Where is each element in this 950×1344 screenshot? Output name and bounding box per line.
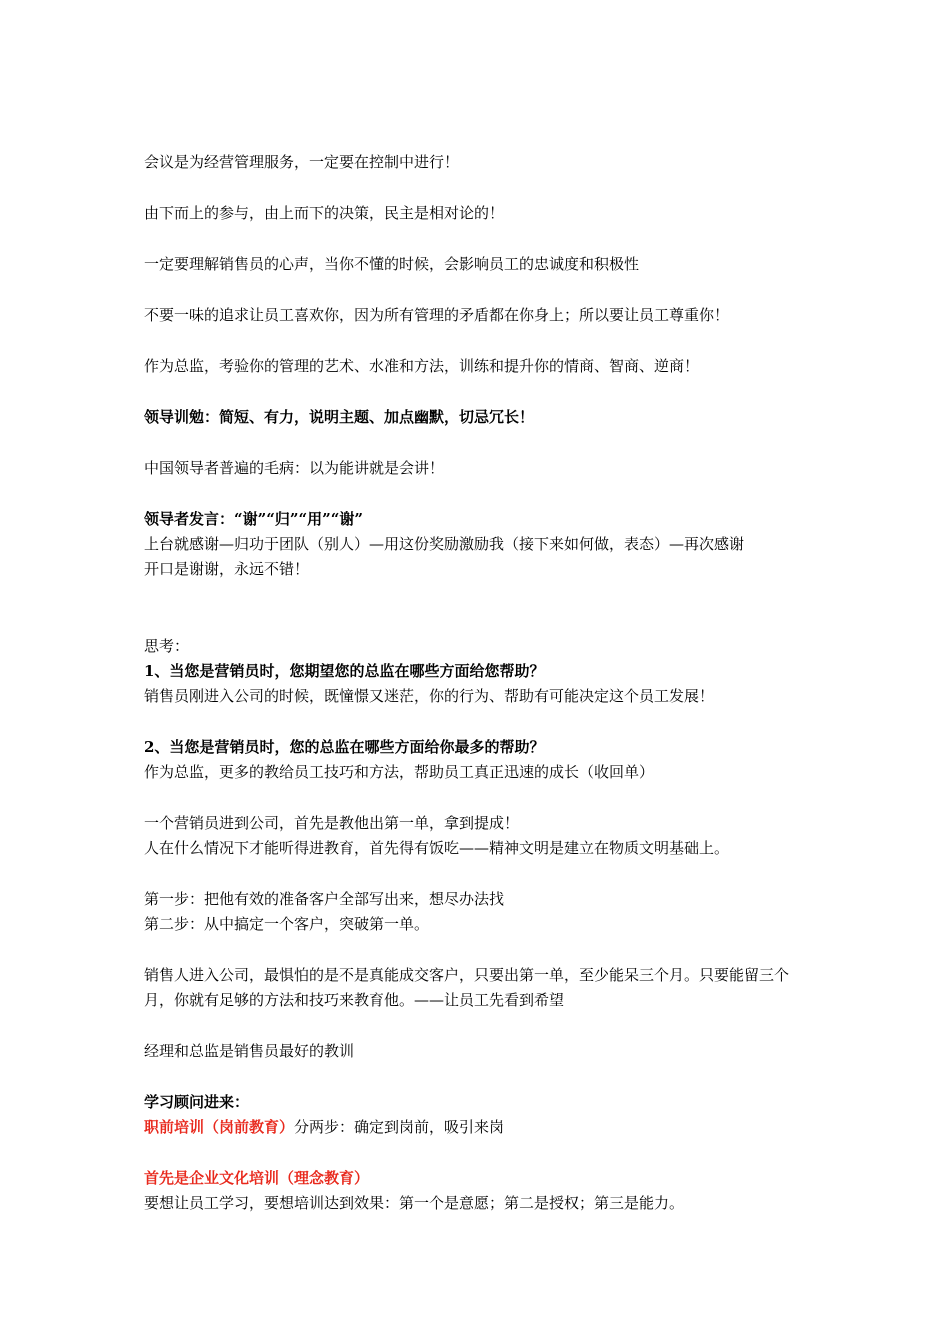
heading-culture-training: 首先是企业文化培训（理念教育） bbox=[144, 1169, 370, 1187]
paragraph-material: 人在什么情况下才能听得进教育，首先得有饭吃——精神文明是建立在物质文明基础上。 bbox=[144, 839, 730, 857]
paragraph-training-effect: 要想让员工学习，要想培训达到效果：第一个是意愿；第二是授权；第三是能力。 bbox=[144, 1194, 685, 1212]
paragraph-pre-job bbox=[144, 1115, 814, 1140]
paragraph-best-teacher: 经理和总监是销售员最好的教训 bbox=[144, 1042, 355, 1060]
step-1: 第一步：把他有效的准备客户全部写出来，想尽办法找 bbox=[144, 890, 505, 908]
paragraph-director: 作为总监，考验你的管理的艺术、水准和方法，训练和提升你的情商、智商、逆商！ bbox=[144, 357, 700, 375]
answer-1: 销售员刚进入公司的时候，既憧憬又迷茫，你的行为、帮助有可能决定这个员工发展！ bbox=[144, 687, 715, 705]
heading-advisor: 学习顾问进来： bbox=[144, 1093, 250, 1111]
step-2: 第二步：从中搞定一个客户，突破第一单。 bbox=[144, 915, 430, 933]
paragraph-understand: 一定要理解销售员的心声，当你不懂的时候，会影响员工的忠诚度和积极性 bbox=[144, 255, 640, 273]
paragraph-common-issue: 中国领导者普遍的毛病：以为能讲就是会讲！ bbox=[144, 459, 445, 477]
highlight-pre-job-training: 职前培训（岗前教育） bbox=[144, 1118, 295, 1136]
paragraph-first-order: 一个营销员进到公司，首先是教他出第一单，拿到提成！ bbox=[144, 814, 520, 832]
paragraph-decision: 由下而上的参与，由上而下的决策，民主是相对论的！ bbox=[144, 204, 505, 222]
paragraph-three-months: 销售人进入公司，最惧怕的是不是真能成交客户，只要出第一单，至少能呆三个月。只要能留三个月，你就有足够的方法和技巧来教育他。——让员工先看到希望 bbox=[144, 966, 790, 1009]
label-think: 思考： bbox=[144, 637, 190, 655]
paragraph-thanks-always: 开口是谢谢，永远不错！ bbox=[144, 560, 310, 578]
pre-job-detail: 分两步：确定到岗前，吸引来岗 bbox=[294, 1118, 505, 1136]
answer-2: 作为总监，更多的教给员工技巧和方法，帮助员工真正迅速的成长（收回单） bbox=[144, 763, 655, 781]
heading-leader-remarks: 领导者发言：“谢”“归”“用”“谢” bbox=[144, 510, 364, 528]
question-1: 1、当您是营销员时，您期望您的总监在哪些方面给您帮助？ bbox=[144, 662, 545, 680]
paragraph-meeting: 会议是为经营管理服务，一定要在控制中进行！ bbox=[144, 153, 460, 171]
question-2: 2、当您是营销员时，您的总监在哪些方面给你最多的帮助？ bbox=[144, 738, 545, 756]
paragraph-respect: 不要一味的追求让员工喜欢你，因为所有管理的矛盾都在你身上；所以要让员工尊重你！ bbox=[144, 306, 730, 324]
heading-leader-speech: 领导训勉：简短、有力，说明主题、加点幽默，切忌冗长！ bbox=[144, 408, 535, 426]
paragraph-thanks-flow: 上台就感谢—归功于团队（别人）—用这份奖励激励我（接下来如何做，表态）—再次感谢 bbox=[144, 535, 745, 553]
document-body bbox=[144, 150, 814, 1216]
